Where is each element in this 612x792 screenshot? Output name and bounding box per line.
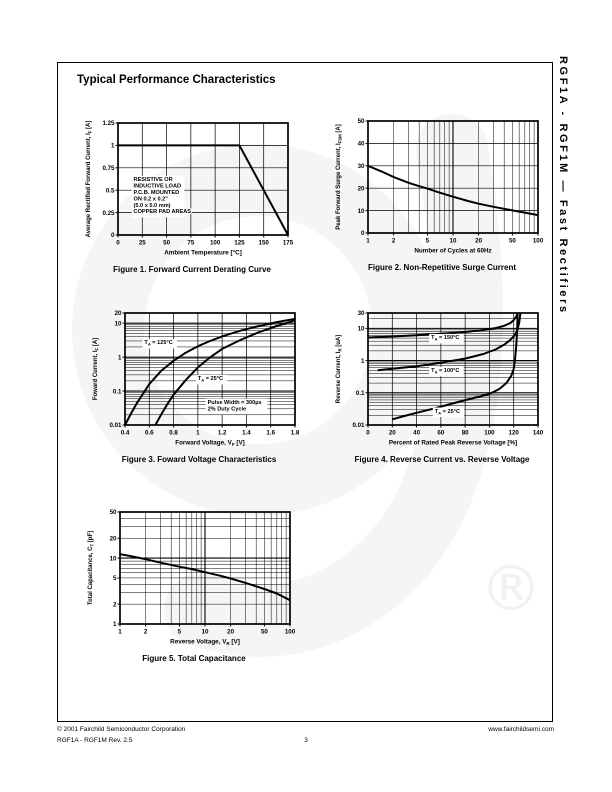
registered-trademark-icon: ® [480,552,542,625]
svg-text:Number of Cycles at 60Hz: Number of Cycles at 60Hz [414,247,492,255]
svg-text:20: 20 [388,429,396,437]
svg-text:20: 20 [114,310,122,318]
figure-5-caption: Figure 5. Total Capacitance [142,654,246,663]
svg-text:5: 5 [425,237,430,245]
svg-text:0.8: 0.8 [169,429,178,437]
svg-text:0: 0 [111,232,115,240]
svg-text:75: 75 [187,239,195,247]
svg-text:P.C.B. MOUNTED: P.C.B. MOUNTED [133,190,180,197]
svg-text:COPPER PAD AREAS: COPPER PAD AREAS [133,209,192,216]
svg-text:125: 125 [234,239,245,247]
sidebar-part-title: RGF1A - RGF1M — Fast Rectifiers [557,56,569,315]
svg-text:100: 100 [484,429,495,437]
svg-text:0.01: 0.01 [109,422,122,430]
svg-text:0: 0 [366,429,370,437]
svg-text:80: 80 [461,429,469,437]
figure-3-chart [89,301,309,453]
svg-text:10: 10 [114,320,122,328]
figure-5-chart [84,500,304,652]
svg-text:20: 20 [357,185,365,193]
svg-text:ON 0.2 x 0.2": ON 0.2 x 0.2" [133,196,168,203]
svg-text:1: 1 [118,354,122,362]
svg-text:10: 10 [109,555,117,563]
svg-text:Ambient Temperature [°C]: Ambient Temperature [°C] [164,249,242,257]
svg-text:1: 1 [111,142,115,150]
svg-text:120: 120 [508,429,519,437]
svg-text:2: 2 [143,628,148,636]
svg-text:25: 25 [138,239,146,247]
footer-website: www.fairchildsemi.com [488,726,554,733]
figure-2 [332,109,552,272]
svg-text:1: 1 [361,357,365,365]
page-title: Typical Performance Characteristics [77,74,276,86]
figure-4-chart [332,301,552,453]
svg-text:0.6: 0.6 [144,429,154,437]
figure-2-chart [332,109,552,261]
svg-text:50: 50 [163,239,171,247]
svg-text:0: 0 [116,239,120,247]
svg-text:Reverse Current, IR [uA]: Reverse Current, $I_R$ [uA] [336,334,343,404]
svg-text:TA = 25°C: $T_A = 25^\circ C$ [434,408,460,416]
figure-1 [82,111,302,274]
figure-1-caption: Figure 1. Forward Current Derating Curve [113,265,271,274]
svg-text:Forward Voltage, VF [V]: Forward Voltage, $V_F$ [V] [175,439,245,447]
figure-4 [332,301,552,464]
svg-text:100: 100 [284,628,296,636]
svg-text:5: 5 [113,575,117,583]
svg-text:Average Rectified Forward Curr: Average Rectified Forward Current, $I_F$ [A] [86,120,93,238]
svg-text:0: 0 [361,230,365,238]
svg-text:1.8: 1.8 [290,429,300,437]
svg-text:20: 20 [475,237,483,245]
svg-text:40: 40 [413,429,421,437]
svg-text:60: 60 [437,429,445,437]
svg-text:100: 100 [532,237,544,245]
svg-text:INDUCTIVE LOAD: INDUCTIVE LOAD [133,183,182,190]
svg-text:TA = 125°C: $T_A = 125^\circ C$ [144,340,173,347]
svg-text:150: 150 [258,239,269,247]
svg-text:2: 2 [391,237,396,245]
svg-text:10: 10 [357,207,365,215]
svg-text:TA = 100°C: $T_A = 100^\circ C$ [431,368,460,375]
figure-3-caption: Figure 3. Foward Voltage Characteristics [121,455,277,464]
figure-1-chart [82,111,302,263]
svg-text:40: 40 [357,140,365,148]
svg-text:(5.0 x 5.0 mm): (5.0 x 5.0 mm) [133,202,171,209]
svg-text:20: 20 [227,628,235,636]
svg-text:10: 10 [357,325,365,333]
svg-text:1.25: 1.25 [102,120,115,128]
svg-text:10: 10 [449,237,457,245]
svg-text:TA = 25°C: $T_A = 25^\circ C$ [197,376,224,383]
svg-text:30: 30 [357,163,365,170]
svg-text:100: 100 [209,239,221,247]
svg-text:0.4: 0.4 [120,429,130,437]
svg-text:5: 5 [177,628,182,636]
footer-doc-rev: RGF1A - RGF1M Rev. 2.5 [57,737,133,744]
figure-5 [84,500,304,663]
svg-text:50: 50 [508,237,516,245]
svg-text:1.4: 1.4 [242,429,251,437]
svg-text:1: 1 [113,621,117,629]
svg-text:10: 10 [201,628,209,636]
svg-text:0.1: 0.1 [112,388,122,396]
svg-text:TA = 150°C: $T_A = 150^\circ C$ [431,335,460,342]
svg-text:0.01: 0.01 [352,422,365,430]
svg-text:Pulse Width = 300µs: Pulse Width = 300µs [207,399,262,406]
svg-text:20: 20 [109,535,117,543]
svg-text:Foward Current, IF [A]: Foward Current, $I_F$ [A] [93,337,100,401]
svg-text:Total Capacitance, CT [pF]: Total Capacitance, $C_T$ [pF] [88,530,95,606]
footer-page-number: 3 [304,737,308,744]
svg-text:2% Duty Cycle: 2% Duty Cycle [207,406,247,413]
svg-text:Percent of Rated Peak Reverse: Percent of Rated Peak Reverse Voltage [%] [388,439,518,447]
svg-text:0.75: 0.75 [102,165,115,172]
svg-text:1.2: 1.2 [217,429,227,437]
svg-text:1: 1 [118,628,122,636]
svg-text:175: 175 [282,239,294,247]
figure-2-caption: Figure 2. Non-Repetitive Surge Current [367,263,517,272]
svg-text:50: 50 [357,118,365,126]
svg-text:50: 50 [109,509,117,517]
svg-text:1.6: 1.6 [266,429,276,437]
footer-copyright: © 2001 Fairchild Semiconductor Corporation [57,726,186,733]
svg-text:Reverse Voltage, VR [V]: Reverse Voltage, $V_R$ [V] [170,638,240,646]
figure-3 [89,301,309,464]
svg-text:1: 1 [366,237,370,245]
svg-text:RESISTIVE OR: RESISTIVE OR [133,177,173,184]
svg-text:0.25: 0.25 [102,209,115,217]
svg-text:0.1: 0.1 [355,389,365,397]
svg-text:30: 30 [357,310,365,318]
svg-text:Peak Forward Surge Current, IF: Peak Forward Surge Current, $I_{FSM}$ [A] [336,124,343,230]
svg-text:50: 50 [260,628,268,636]
figure-4-caption: Figure 4. Reverse Current vs. Reverse Voltage [354,455,530,464]
svg-text:2: 2 [113,601,117,609]
svg-text:140: 140 [532,429,544,437]
svg-text:0.5: 0.5 [105,187,115,195]
svg-text:1: 1 [196,429,200,437]
